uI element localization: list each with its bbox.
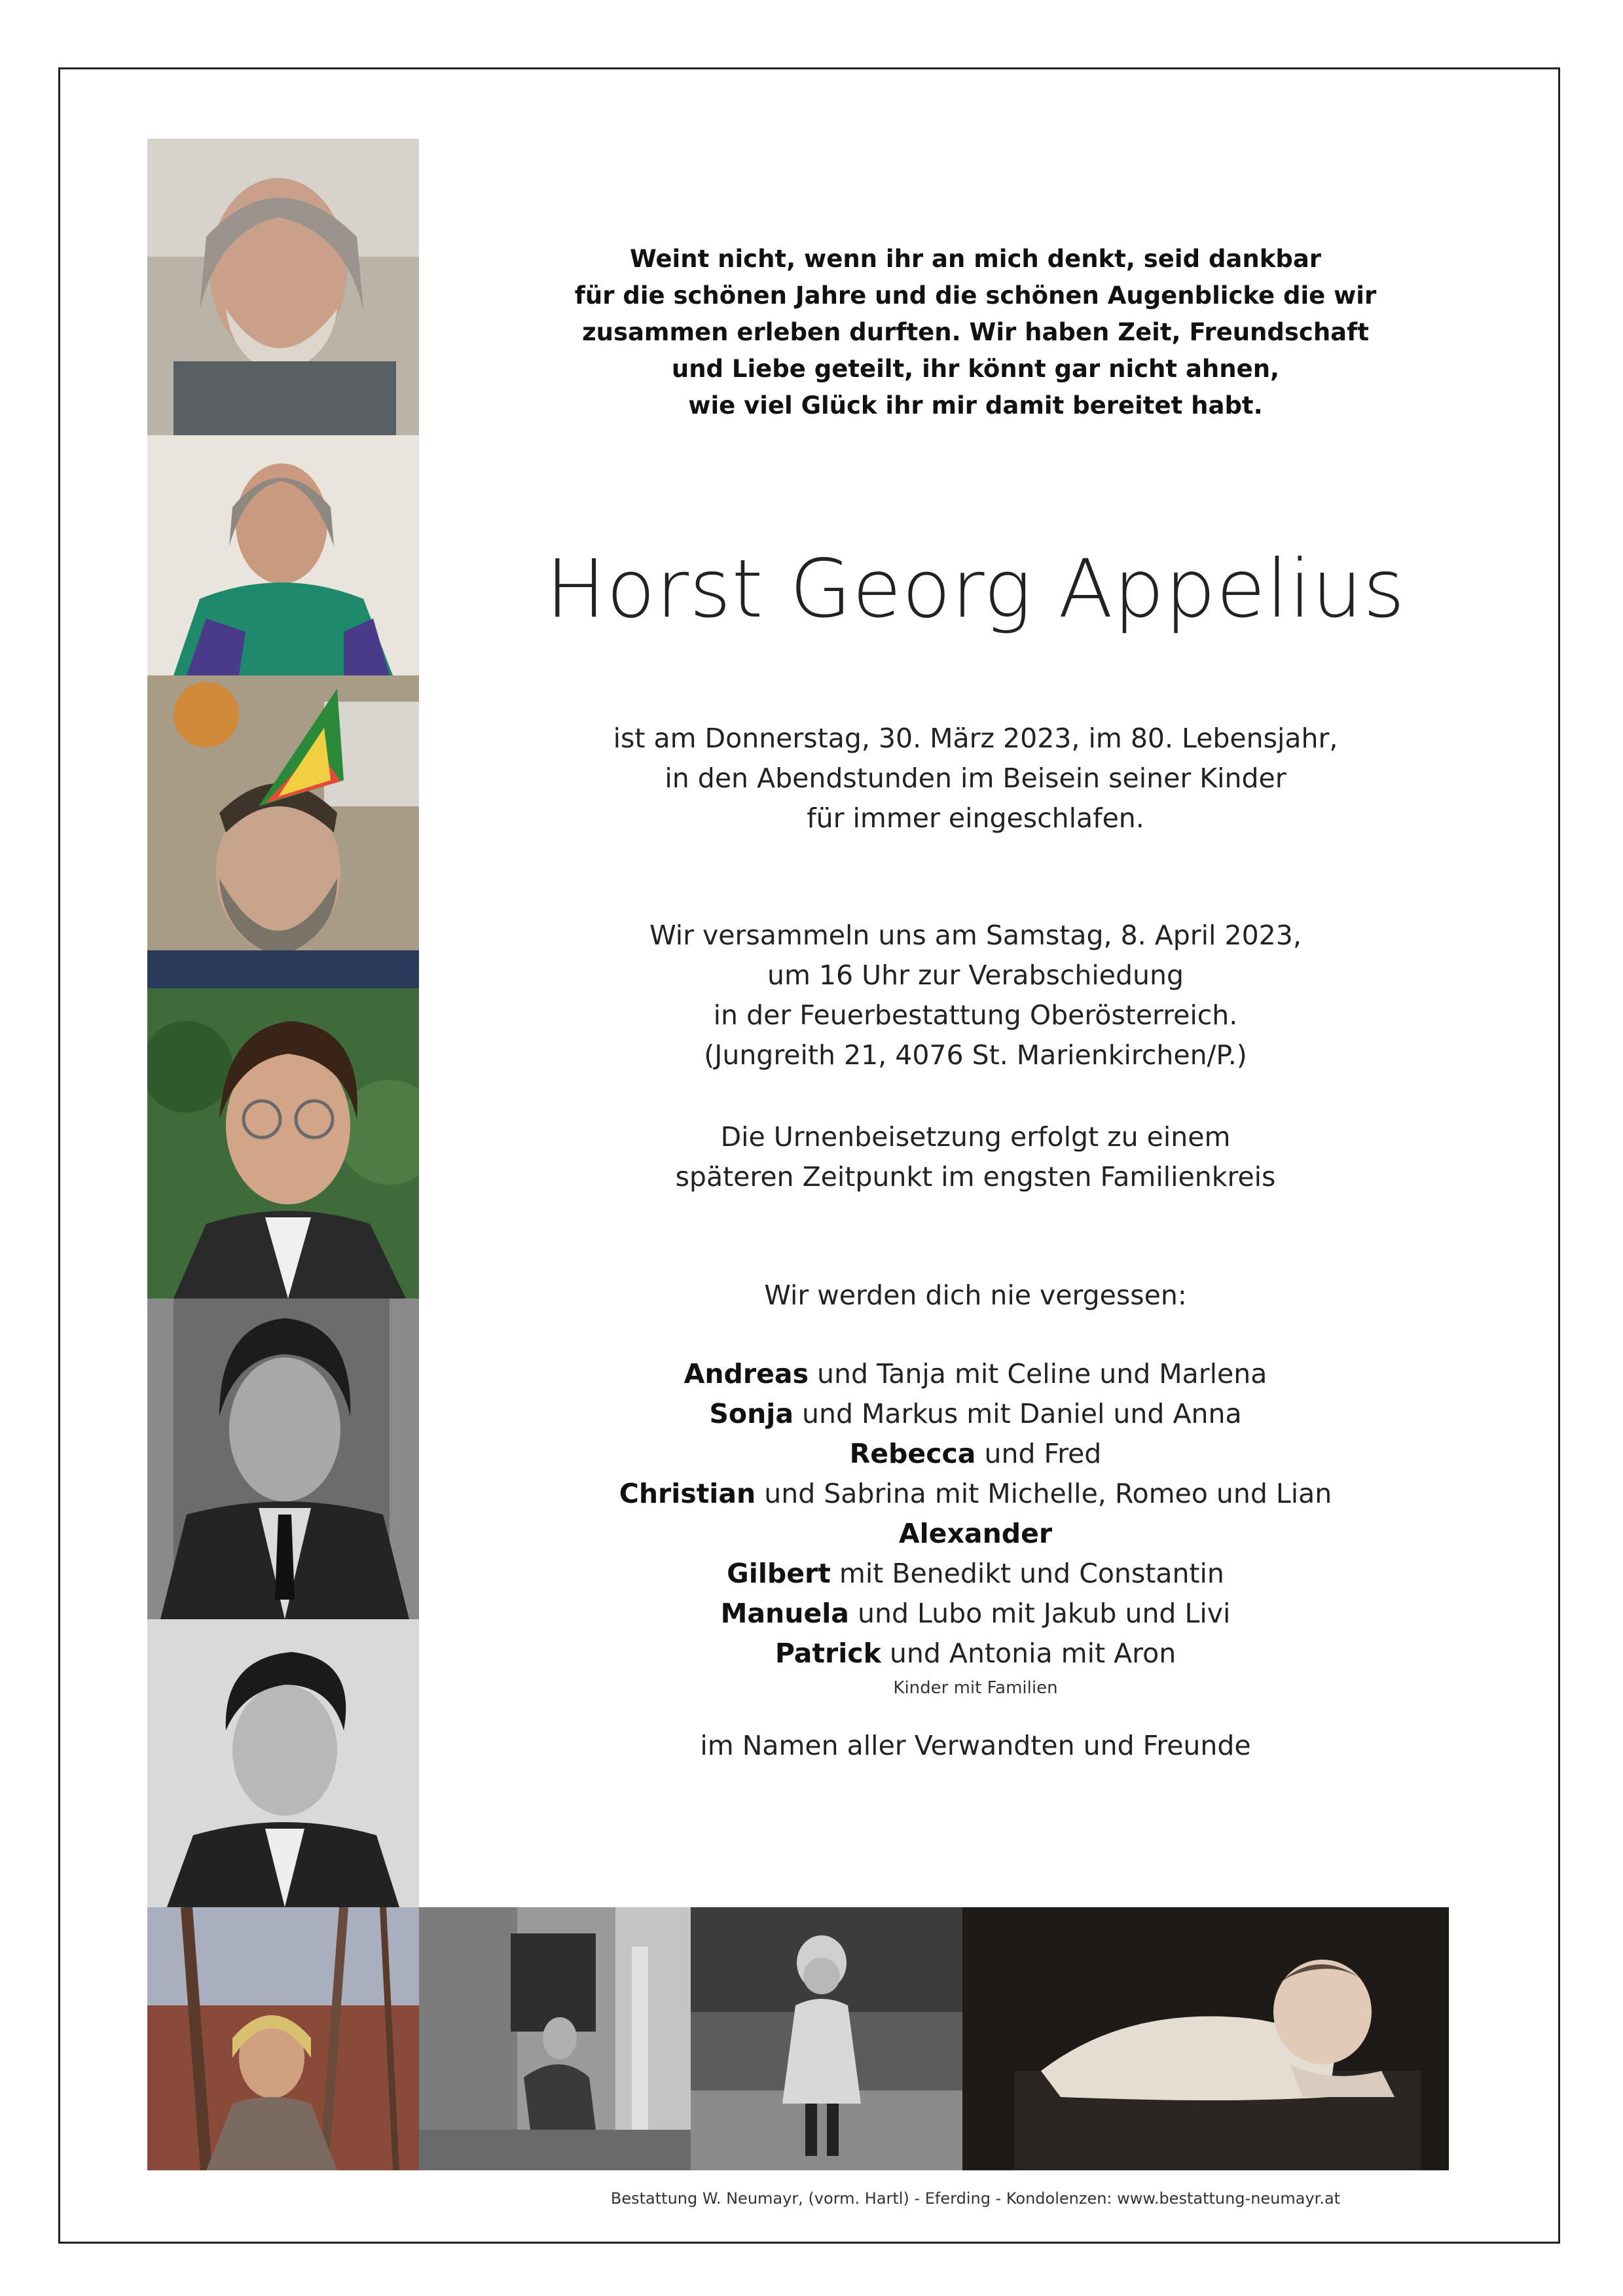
family-line — [511, 1634, 1440, 1674]
family-member-name: Gilbert — [727, 1558, 831, 1589]
family-line — [511, 1554, 1440, 1594]
closing-text: im Namen aller Verwandten und Freunde — [700, 1730, 1251, 1761]
family-member-rest: und Antonia mit Aron — [881, 1638, 1176, 1669]
photo-child-bw — [691, 1907, 962, 2170]
family-line — [511, 1474, 1440, 1514]
family-caption: Kinder mit Familien — [893, 1678, 1058, 1698]
never-forget-heading — [511, 1276, 1440, 1316]
family-member-name: Rebecca — [849, 1438, 976, 1469]
family-member-name: Alexander — [898, 1518, 1053, 1549]
photo-portrait-bw-suit — [147, 1299, 419, 1619]
death-notice-line: ist am Donnerstag, 30. März 2023, im 80. Lebensjahr, — [613, 723, 1338, 754]
family-line — [511, 1514, 1440, 1554]
family-line — [511, 1594, 1440, 1634]
never-forget-text: Wir werden dich nie vergessen: — [764, 1280, 1187, 1311]
photo-portrait-glasses — [147, 988, 419, 1299]
family-line — [511, 1434, 1440, 1474]
farewell-line: (Jungreith 21, 4076 St. Marienkirchen/P.) — [704, 1039, 1247, 1071]
death-notice-line: in den Abendstunden im Beisein seiner Kinder — [665, 762, 1286, 794]
motto-line: und Liebe geteilt, ihr könnt gar nicht ahnen, — [671, 355, 1280, 383]
photo-wooden-house-bw — [419, 1907, 691, 2170]
farewell-details — [511, 916, 1440, 1075]
urn-line: Die Urnenbeisetzung erfolgt zu einem — [720, 1121, 1231, 1153]
closing-line — [511, 1726, 1440, 1766]
motto-line: zusammen erleben durften. Wir haben Zeit, Freundschaft — [582, 318, 1369, 346]
photo-portrait-young-bw — [147, 1619, 419, 1907]
family-member-name: Manuela — [720, 1598, 849, 1629]
family-member-name: Patrick — [775, 1638, 881, 1669]
footer-funeral-home: Bestattung W. Neumayr, (vorm. Hartl) - Eferding - Kondolenzen: www.bestattung-neumayr.at — [610, 2189, 1341, 2208]
family-line — [511, 1394, 1440, 1434]
motto-line: wie viel Glück ihr mir damit bereitet habt. — [688, 391, 1263, 420]
urn-line: späteren Zeitpunkt im engsten Familienkreis — [675, 1161, 1276, 1193]
family-list — [511, 1354, 1440, 1674]
family-member-rest: und Fred — [976, 1438, 1102, 1469]
motto-verse — [511, 241, 1440, 424]
deceased-name: Horst Georg Appelius — [545, 543, 1406, 636]
family-member-rest: und Lubo mit Jakub und Livi — [848, 1598, 1231, 1629]
photo-party-hat — [147, 675, 419, 988]
death-notice-line: für immer eingeschlafen. — [807, 802, 1144, 834]
death-notice — [511, 719, 1440, 838]
motto-line: für die schönen Jahre und die schönen Augenblicke die wir — [574, 281, 1377, 310]
photo-portrait-elderly-1 — [147, 139, 419, 435]
family-member-name: Christian — [619, 1478, 756, 1509]
farewell-line: Wir versammeln uns am Samstag, 8. April 2023, — [649, 920, 1302, 951]
motto-line: Weint nicht, wenn ihr an mich denkt, seid dankbar — [629, 245, 1322, 273]
family-member-rest: und Sabrina mit Michelle, Romeo und Lian — [756, 1478, 1332, 1509]
photo-trees-color — [147, 1907, 419, 2170]
family-member-rest: mit Benedikt und Constantin — [830, 1558, 1224, 1589]
family-line — [511, 1354, 1440, 1394]
farewell-line: um 16 Uhr zur Verabschiedung — [767, 960, 1184, 991]
family-member-name: Sonja — [709, 1398, 793, 1429]
farewell-line: in der Feuerbestattung Oberösterreich. — [713, 999, 1238, 1031]
urn-notice — [511, 1117, 1440, 1197]
photo-portrait-elderly-2 — [147, 435, 419, 675]
family-member-name: Andreas — [684, 1358, 809, 1390]
photo-baby-sepia — [962, 1907, 1449, 2170]
family-member-rest: und Tanja mit Celine und Marlena — [808, 1358, 1267, 1390]
family-member-rest: und Markus mit Daniel und Anna — [793, 1398, 1242, 1429]
